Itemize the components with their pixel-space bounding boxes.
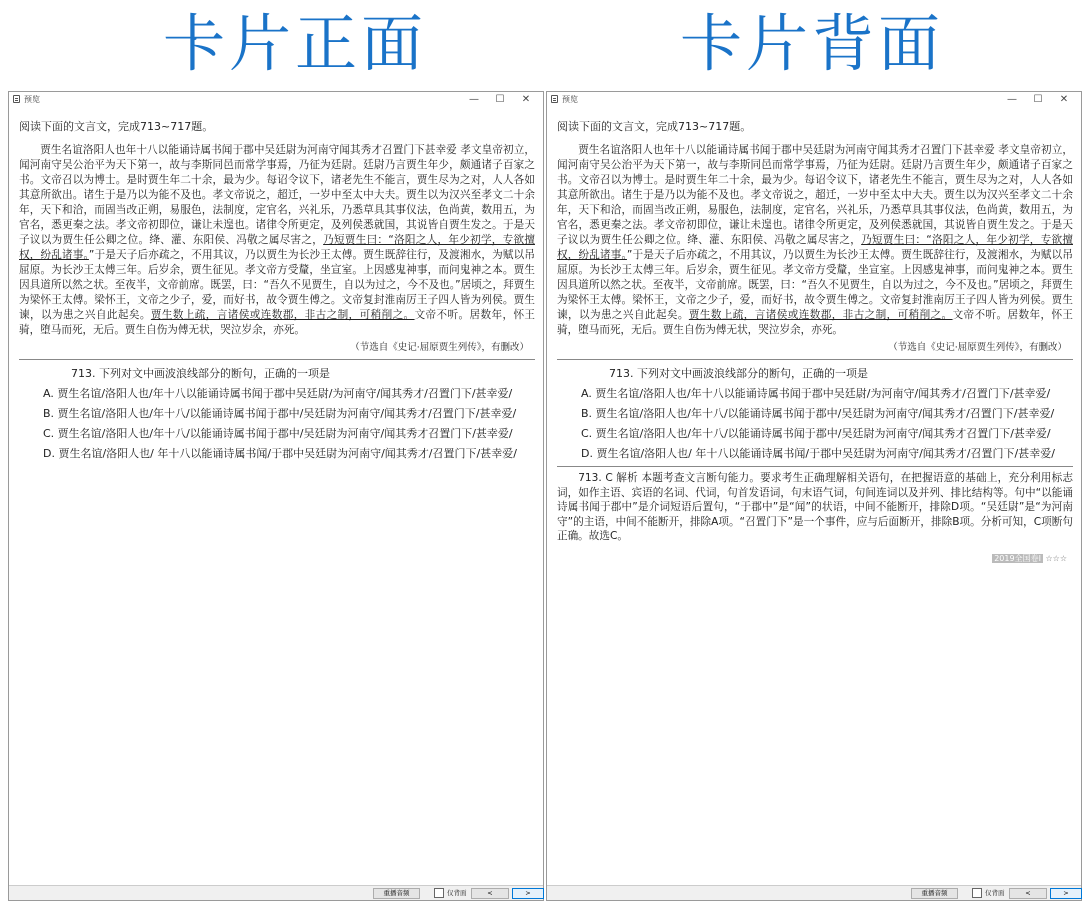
back-only-label: 仅背面 (447, 889, 467, 897)
passage-source: （节选自《史记·屈原贾生列传》，有删改） (888, 342, 1067, 353)
intro-text: 阅读下面的文言文，完成713~717题。 (19, 120, 214, 133)
prev-button[interactable]: < (1009, 888, 1047, 899)
underlined-sentence-1: 乃短贾生曰：“洛阳之人，年少初学，专欲擅权，纷乱诸事。 (19, 234, 535, 261)
divider (19, 359, 535, 360)
replay-audio-button[interactable]: 重播音频 (373, 888, 420, 899)
passage-part-1: 贾生名谊洛阳人也年十八以能诵诗属书闻于郡中吴廷尉为河南守闻其秀才召置门下甚幸爱 孝文皇帝初立，闻河南守吴公治平为天下第一，故与李斯同邑而常学事焉，乃征为廷尉。廷尉乃言贾生年少，颇通诸子百家之书。文帝召以为博士。是时贾生年二十余，最为少。每诏令议下，诸老先生不能言，贾生尽为之对，人人各如其意所欲出。诸生于是乃以为能不及也。孝文帝说之，超迁，一岁中至太中大夫。贾生以为汉兴至孝文二十余年，天下和洽，而固当改正朔，易服色，法制度，定官名，兴礼乐，乃悉草具其事仪法，色尚黄，数用五，为官名，悉更秦之法。孝文帝初即位，谦让未遑也。诸律令所更定，及列侯悉就国，其说皆自贾生发之。于是天子议以为贾生任公卿之位。绛、灌、东阳侯、冯敬之属尽害之， (557, 144, 1073, 246)
window-title: 预览 (24, 95, 40, 104)
back-only-checkbox[interactable] (972, 888, 982, 898)
underlined-sentence-2: 贾生数上疏，言诸侯或连数郡，非古之制，可稍削之。 (688, 309, 953, 321)
option-b: B. 贾生名谊/洛阳人也/年十八/以能诵诗属书闻于郡中/吴廷尉为河南守/闻其秀才/召置门下/甚幸爱/ (43, 407, 517, 420)
passage (19, 143, 535, 338)
option-c: C. 贾生名谊/洛阳人也/年十八/以能诵诗属书闻于郡中/吴廷尉为河南守/闻其秀才召置门下/甚幸爱/ (581, 427, 1051, 440)
maximize-icon[interactable]: ☐ (495, 94, 505, 105)
maximize-icon[interactable]: ☐ (1033, 94, 1043, 105)
bottom-bar (9, 885, 543, 900)
front-heading: 卡片正面 (163, 7, 428, 80)
answer-source-badge: 2019全国卷Ⅰ (994, 553, 1041, 563)
minimize-icon[interactable]: — (469, 94, 479, 105)
passage (557, 143, 1073, 338)
passage-part-3: 文帝不听。居数年，怀王骑，堕马而死，无后。贾生自伤为傅无状，哭泣岁余，亦死。 (19, 309, 536, 336)
bottom-bar (547, 885, 1081, 900)
passage-source: （节选自《史记·屈原贾生列传》，有删改） (350, 342, 529, 353)
answer-tag (557, 553, 1067, 564)
app-icon (13, 95, 20, 103)
question-stem: 713. 下列对文中画波浪线部分的断句，正确的一项是 (609, 367, 868, 380)
minimize-icon[interactable]: — (1007, 94, 1017, 105)
back-only-label: 仅背面 (985, 889, 1005, 897)
option-a: A. 贾生名谊/洛阳人也/年十八以能诵诗属书闻于郡中吴廷尉/为河南守/闻其秀才/召置门下/甚幸爱/ (43, 387, 513, 400)
divider (557, 466, 1073, 467)
underlined-sentence-2: 贾生数上疏，言诸侯或连数郡，非古之制，可稍削之。 (150, 309, 415, 321)
back-heading: 卡片背面 (680, 7, 945, 80)
card-content (557, 120, 1073, 564)
card-content (19, 120, 535, 464)
close-icon[interactable]: ✕ (1059, 94, 1069, 105)
difficulty-stars: ☆☆☆ (1045, 553, 1067, 563)
passage-part-1: 贾生名谊洛阳人也年十八以能诵诗属书闻于郡中吴廷尉为河南守闻其秀才召置门下甚幸爱 孝文皇帝初立，闻河南守吴公治平为天下第一，故与李斯同邑而常学事焉，乃征为廷尉。廷尉乃言贾生年少，颇通诸子百家之书。文帝召以为博士。是时贾生年二十余，最为少。每诏令议下，诸老先生不能言，贾生尽为之对，人人各如其意所欲出。诸生于是乃以为能不及也。孝文帝说之，超迁，一岁中至太中大夫。贾生以为汉兴至孝文二十余年，天下和洽，而固当改正朔，易服色，法制度，定官名，兴礼乐，乃悉草具其事仪法，色尚黄，数用五，为官名，悉更秦之法。孝文帝初即位，谦让未遑也。诸律令所更定，及列侯悉就国，其说皆自贾生发之。于是天子议以为贾生任公卿之位。绛、灌、东阳侯、冯敬之属尽害之， (19, 144, 535, 246)
underlined-sentence-1: 乃短贾生曰：“洛阳之人，年少初学，专欲擅权，纷乱诸事。 (557, 234, 1073, 261)
option-d: D. 贾生名谊/洛阳人也/ 年十八以能诵诗属书闻/于郡中吴廷尉为河南守/闻其秀才/召置门下/甚幸爱/ (43, 447, 517, 460)
passage-part-3: 文帝不听。居数年，怀王骑，堕马而死，无后。贾生自伤为傅无状，哭泣岁余，亦死。 (557, 309, 1074, 336)
title-bar (547, 92, 1081, 108)
option-a: A. 贾生名谊/洛阳人也/年十八以能诵诗属书闻于郡中吴廷尉/为河南守/闻其秀才/召置门下/甚幸爱/ (581, 387, 1051, 400)
answer-explanation: 713. C 解析 本题考查文言断句能力。要求考生正确理解相关语句，在把握语意的基础上，充分利用标志词，如作主语、宾语的名词、代词，句首发语词，句末语气词，句间连词以及并列、排比结构等。句中“以能诵诗属书闻于郡中”是介词短语后置句，“于郡中”是“闻”的状语，中间不能断开，排除D项。“吴廷尉”是“为河南守”的主语，中间不能断开，排除A项。“召置门下”是一个事件，应与后面断开，排除B项。分析可知，C项断句正确。故选C。 (557, 472, 1073, 543)
prev-button[interactable]: < (471, 888, 509, 899)
question-stem: 713. 下列对文中画波浪线部分的断句，正确的一项是 (71, 367, 330, 380)
back-only-checkbox[interactable] (434, 888, 444, 898)
option-b: B. 贾生名谊/洛阳人也/年十八/以能诵诗属书闻于郡中/吴廷尉为河南守/闻其秀才/召置门下/甚幸爱/ (581, 407, 1055, 420)
title-bar (9, 92, 543, 108)
preview-window-front (8, 91, 544, 901)
passage-part-2: ”于是天子后亦疏之，不用其议，乃以贾生为长沙王太傅。贾生既辞往行，及渡湘水，为赋以吊屈原。为长沙王太傅三年。后岁余，贾生征见。孝文帝方受釐，坐宣室。上因感鬼神事，而问鬼神之本。贾生因具道所以然之状。至夜半，文帝前席。既罢，曰：“吾久不见贾生，自以为过之，今不及也。”居顷之，拜贾生为梁怀王太傅。梁怀王，文帝之少子，爱，而好书，故令贾生傅之。文帝复封淮南厉王子四人皆为列侯。贾生谏，以为患之兴自此起矣。 (557, 249, 1073, 321)
close-icon[interactable]: ✕ (521, 94, 531, 105)
app-icon (551, 95, 558, 103)
passage-part-2: ”于是天子后亦疏之，不用其议，乃以贾生为长沙王太傅。贾生既辞往行，及渡湘水，为赋以吊屈原。为长沙王太傅三年。后岁余，贾生征见。孝文帝方受釐，坐宣室。上因感鬼神事，而问鬼神之本。贾生因具道所以然之状。至夜半，文帝前席。既罢，曰：“吾久不见贾生，自以为过之，今不及也。”居顷之，拜贾生为梁怀王太傅。梁怀王，文帝之少子，爱，而好书，故令贾生傅之。文帝复封淮南厉王子四人皆为列侯。贾生谏，以为患之兴自此起矣。 (19, 249, 535, 321)
divider (557, 359, 1073, 360)
replay-audio-button[interactable]: 重播音频 (911, 888, 958, 899)
next-button[interactable]: > (1050, 888, 1082, 899)
window-title: 预览 (562, 95, 578, 104)
preview-window-back (546, 91, 1082, 901)
option-c: C. 贾生名谊/洛阳人也/年十八/以能诵诗属书闻于郡中/吴廷尉为河南守/闻其秀才召置门下/甚幸爱/ (43, 427, 513, 440)
next-button[interactable]: > (512, 888, 544, 899)
intro-text: 阅读下面的文言文，完成713~717题。 (557, 120, 752, 133)
option-d: D. 贾生名谊/洛阳人也/ 年十八以能诵诗属书闻/于郡中吴廷尉为河南守/闻其秀才/召置门下/甚幸爱/ (581, 447, 1055, 460)
